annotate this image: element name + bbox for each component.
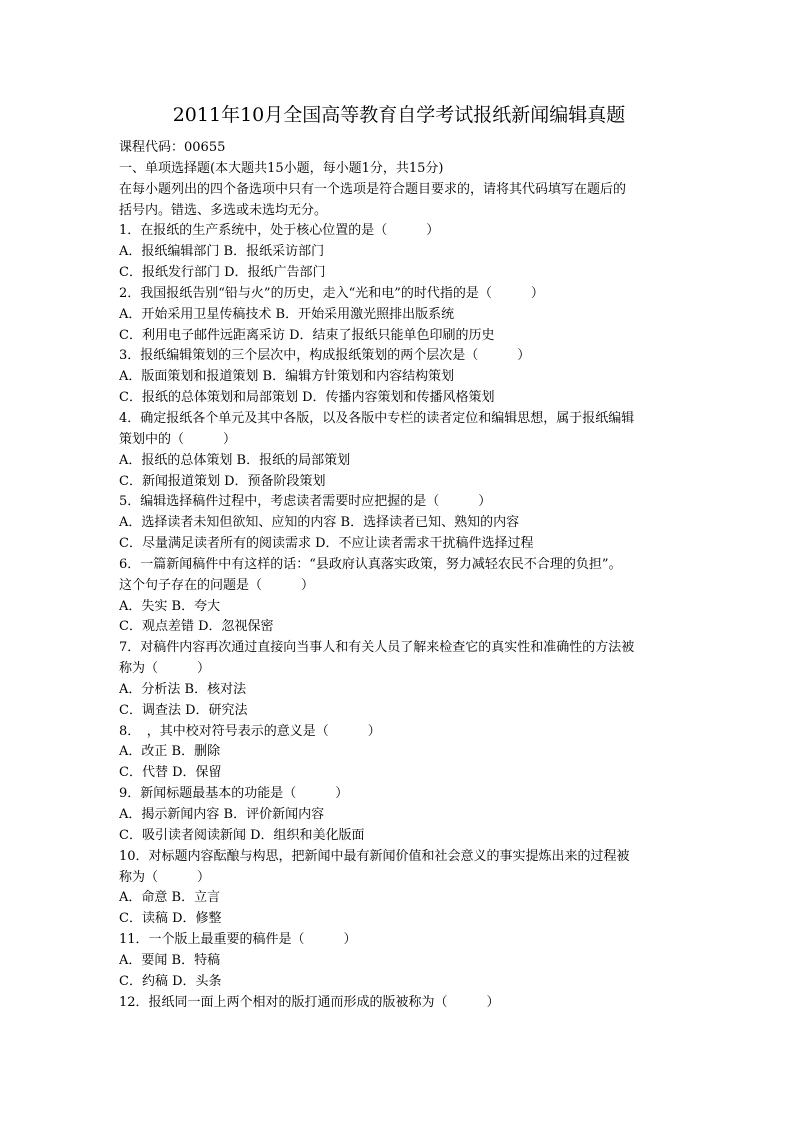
text-line: 策划中的（ ） <box>119 431 237 447</box>
text-line: 7．对稿件内容再次通过直接向当事人和有关人员了解来检查它的真实性和准确性的方法被 <box>119 640 635 656</box>
text-line: 5．编辑选择稿件过程中，考虑读者需要时应把握的是（ ） <box>119 494 492 510</box>
text-line: A．分析法 B．核对法 <box>119 681 247 697</box>
text-line: 12．报纸同一面上两个相对的版打通而形成的版被称为（ ） <box>119 994 500 1010</box>
text-line: 10．对标题内容酝酿与构思，把新闻中最有新闻价值和社会意义的事实提炼出来的过程被 <box>119 848 630 864</box>
text-line: 这个句子存在的问题是（ ） <box>119 577 315 593</box>
text-line: C．约稿 D．头条 <box>119 973 222 989</box>
text-line: A．要闻 B．特稿 <box>119 952 221 968</box>
text-line: A．开始采用卫星传稿技术 B．开始采用激光照排出版系统 <box>119 306 455 322</box>
text-line: A．选择读者未知但欲知、应知的内容 B．选择读者已知、熟知的内容 <box>119 515 520 531</box>
text-line: C．观点差错 D．忽视保密 <box>119 619 274 635</box>
text-line: 课程代码：00655 <box>119 140 226 155</box>
text-line: A．报纸的总体策划 B．报纸的局部策划 <box>119 452 351 468</box>
text-line: A．命意 B．立言 <box>119 890 221 906</box>
document-page <box>119 100 679 1013</box>
text-line: 括号内。错选、多选或未选均无分。 <box>119 202 328 218</box>
text-line: 在每小题列出的四个备选项中只有一个选项是符合题目要求的，请将其代码填写在题后的 <box>119 181 627 197</box>
text-line: 3．报纸编辑策划的三个层次中，构成报纸策划的两个层次是（ ） <box>119 348 531 364</box>
text-line: 11．一个版上最重要的稿件是（ ） <box>119 932 357 948</box>
text-line: A．版面策划和报道策划 B．编辑方针策划和内容结构策划 <box>119 369 455 385</box>
text-line: 6．一篇新闻稿件中有这样的话：“县政府认真落实政策，努力减轻农民不合理的负担”。 <box>119 556 622 572</box>
text-line: A．揭示新闻内容 B．评价新闻内容 <box>119 807 325 822</box>
text-line: A．报纸编辑部门 B．报纸采访部门 <box>119 244 325 260</box>
document-body <box>119 138 679 1013</box>
text-line: A．改正 B．删除 <box>119 744 221 760</box>
text-line: C．尽量满足读者所有的阅读需求 D．不应让读者需求干扰稿件选择过程 <box>119 536 534 552</box>
text-line: C．读稿 D．修整 <box>119 911 222 927</box>
text-line: C．调查法 D．研究法 <box>119 702 248 718</box>
text-line: C．利用电子邮件远距离采访 D．结束了报纸只能单色印刷的历史 <box>119 327 495 343</box>
text-line: 4．确定报纸各个单元及其中各版，以及各版中专栏的读者定位和编辑思想，属于报纸编辑 <box>119 410 635 426</box>
text-line: 8． ，其中校对符号表示的意义是（ ） <box>119 723 381 739</box>
document-title: 2011年10月全国高等教育自学考试报纸新闻编辑真题 <box>172 104 626 126</box>
text-line: C．报纸发行部门 D．报纸广告部门 <box>119 265 326 281</box>
text-line: 称为（ ） <box>119 661 211 677</box>
text-line: A．失实 B．夸大 <box>119 598 221 614</box>
text-line: C．吸引读者阅读新闻 D．组织和美化版面 <box>119 827 365 843</box>
text-line: 一、单项选择题(本大题共15小题，每小题1分，共15分) <box>119 160 444 176</box>
text-line: C．报纸的总体策划和局部策划 D．传播内容策划和传播风格策划 <box>119 390 495 406</box>
text-line: 1．在报纸的生产系统中，处于核心位置的是（ ） <box>119 223 440 239</box>
text-line: C．代替 D．保留 <box>119 765 222 781</box>
text-line: 称为（ ） <box>119 869 211 885</box>
text-line: 9．新闻标题最基本的功能是（ ） <box>119 786 349 802</box>
text-line: C．新闻报道策划 D．预备阶段策划 <box>119 473 326 489</box>
text-line: 2．我国报纸告别“铅与火”的历史，走入“光和电”的时代指的是（ ） <box>119 285 544 301</box>
